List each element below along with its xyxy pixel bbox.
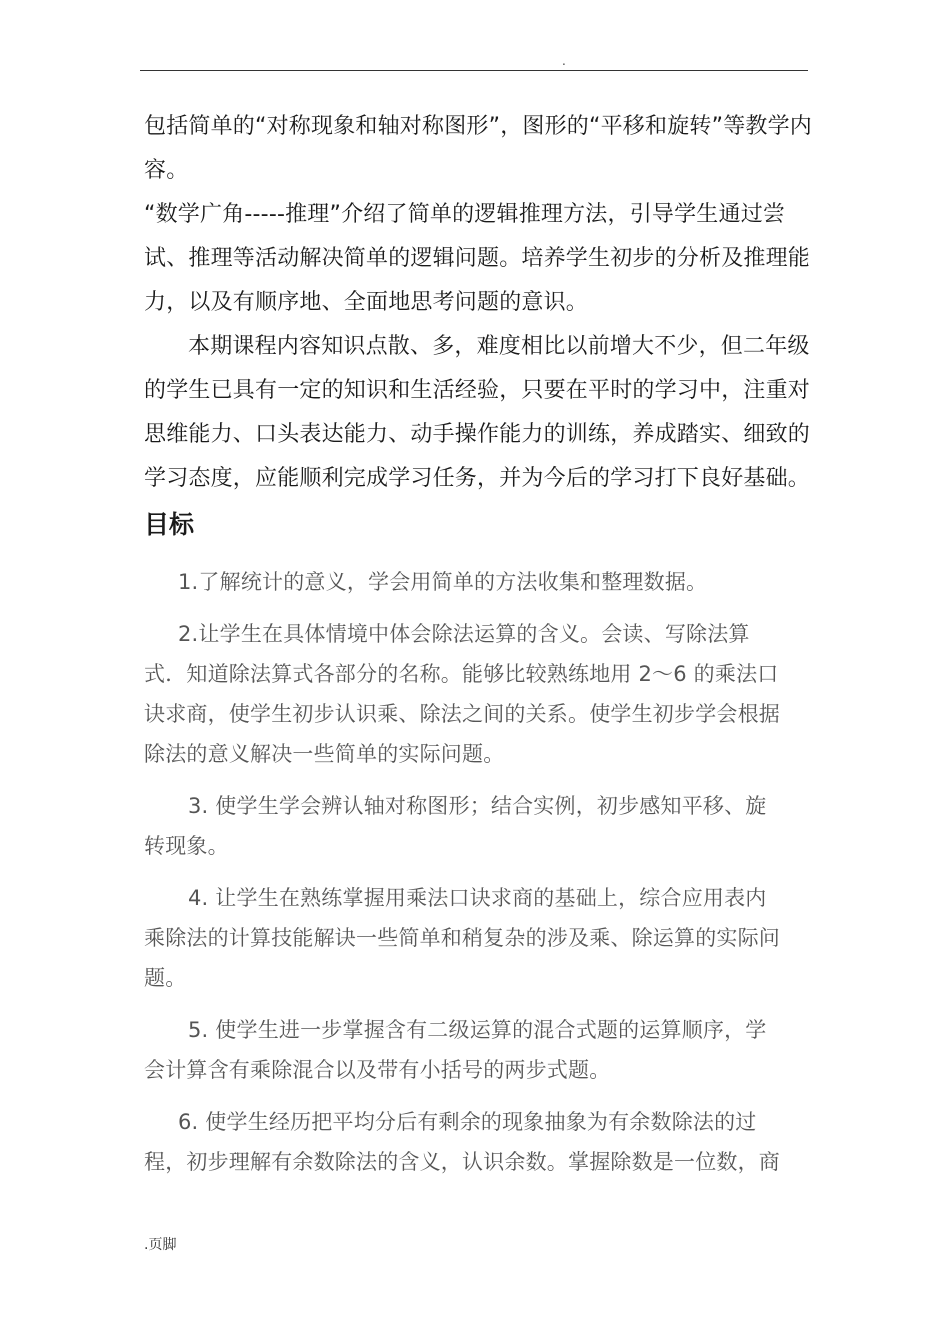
intro-line: 力，以及有顺序地、全面地思考问题的意识。 (144, 290, 589, 315)
goal-line: 5. 使学生进一步掌握含有二级运算的混合式题的运算顺序，学 (188, 1018, 767, 1042)
goal-line: 程，初步理解有余数除法的含义，认识余数。掌握除数是一位数，商 (144, 1150, 780, 1174)
goal-line: 式．知道除法算式各部分的名称。能够比较熟练地用 2～6 的乘法口 (144, 662, 779, 686)
goals-heading: 目标 (144, 510, 195, 539)
goal-line: 6. 使学生经历把平均分后有剩余的现象抽象为有余数除法的过 (178, 1110, 757, 1134)
goal-line: 除法的意义解决一些简单的实际问题。 (144, 742, 505, 766)
goal-5 (144, 1010, 820, 1090)
intro-line: 包括简单的“对称现象和轴对称图形”，图形的“平移和旋转”等教学内 (144, 114, 812, 139)
intro-line: 的学生已具有一定的知识和生活经验，只要在平时的学习中，注重对 (144, 378, 811, 403)
page-footer: .页脚 (144, 1237, 177, 1253)
intro-line: “数学广角-----推理”介绍了简单的逻辑推理方法，引导学生通过尝 (144, 202, 786, 227)
goal-line: 乘除法的计算技能解诀一些简单和稍复杂的涉及乘、除运算的实际问 (144, 926, 780, 950)
goal-4 (144, 878, 820, 998)
goal-3 (144, 786, 820, 866)
intro-paragraph (144, 105, 820, 501)
intro-line: 学习态度，应能顺利完成学习任务，并为今后的学习打下良好基础。 (144, 466, 811, 491)
goal-line: 1.了解统计的意义，学会用简单的方法收集和整理数据。 (178, 570, 708, 594)
goal-line: 3. 使学生学会辨认轴对称图形；结合实例，初步感知平移、旋 (188, 794, 767, 818)
goal-2 (144, 614, 820, 774)
goal-6 (144, 1102, 820, 1182)
intro-line: 思维能力、口头表达能力、动手操作能力的训练，养成踏实、细致的 (144, 422, 811, 447)
goal-line: 2.让学生在具体情境中体会除法运算的含义。会读、写除法算 (178, 622, 750, 646)
goal-line: 转现象。 (144, 834, 229, 858)
goal-line: 4. 让学生在熟练掌握用乘法口诀求商的基础上，综合应用表内 (188, 886, 767, 910)
goal-line: 诀求商，使学生初步认识乘、除法之间的关系。使学生初步学会根据 (144, 702, 780, 726)
header-mark: . (562, 54, 566, 68)
intro-line: 本期课程内容知识点散、多，难度相比以前增大不少，但二年级 (188, 334, 810, 359)
intro-line: 试、推理等活动解决简单的逻辑问题。培养学生初步的分析及推理能 (144, 246, 811, 271)
goal-1 (144, 562, 820, 602)
goal-line: 会计算含有乘除混合以及带有小括号的两步式题。 (144, 1058, 611, 1082)
header-rule (140, 70, 808, 71)
goal-line: 题。 (144, 966, 187, 990)
intro-line: 容。 (144, 158, 189, 183)
